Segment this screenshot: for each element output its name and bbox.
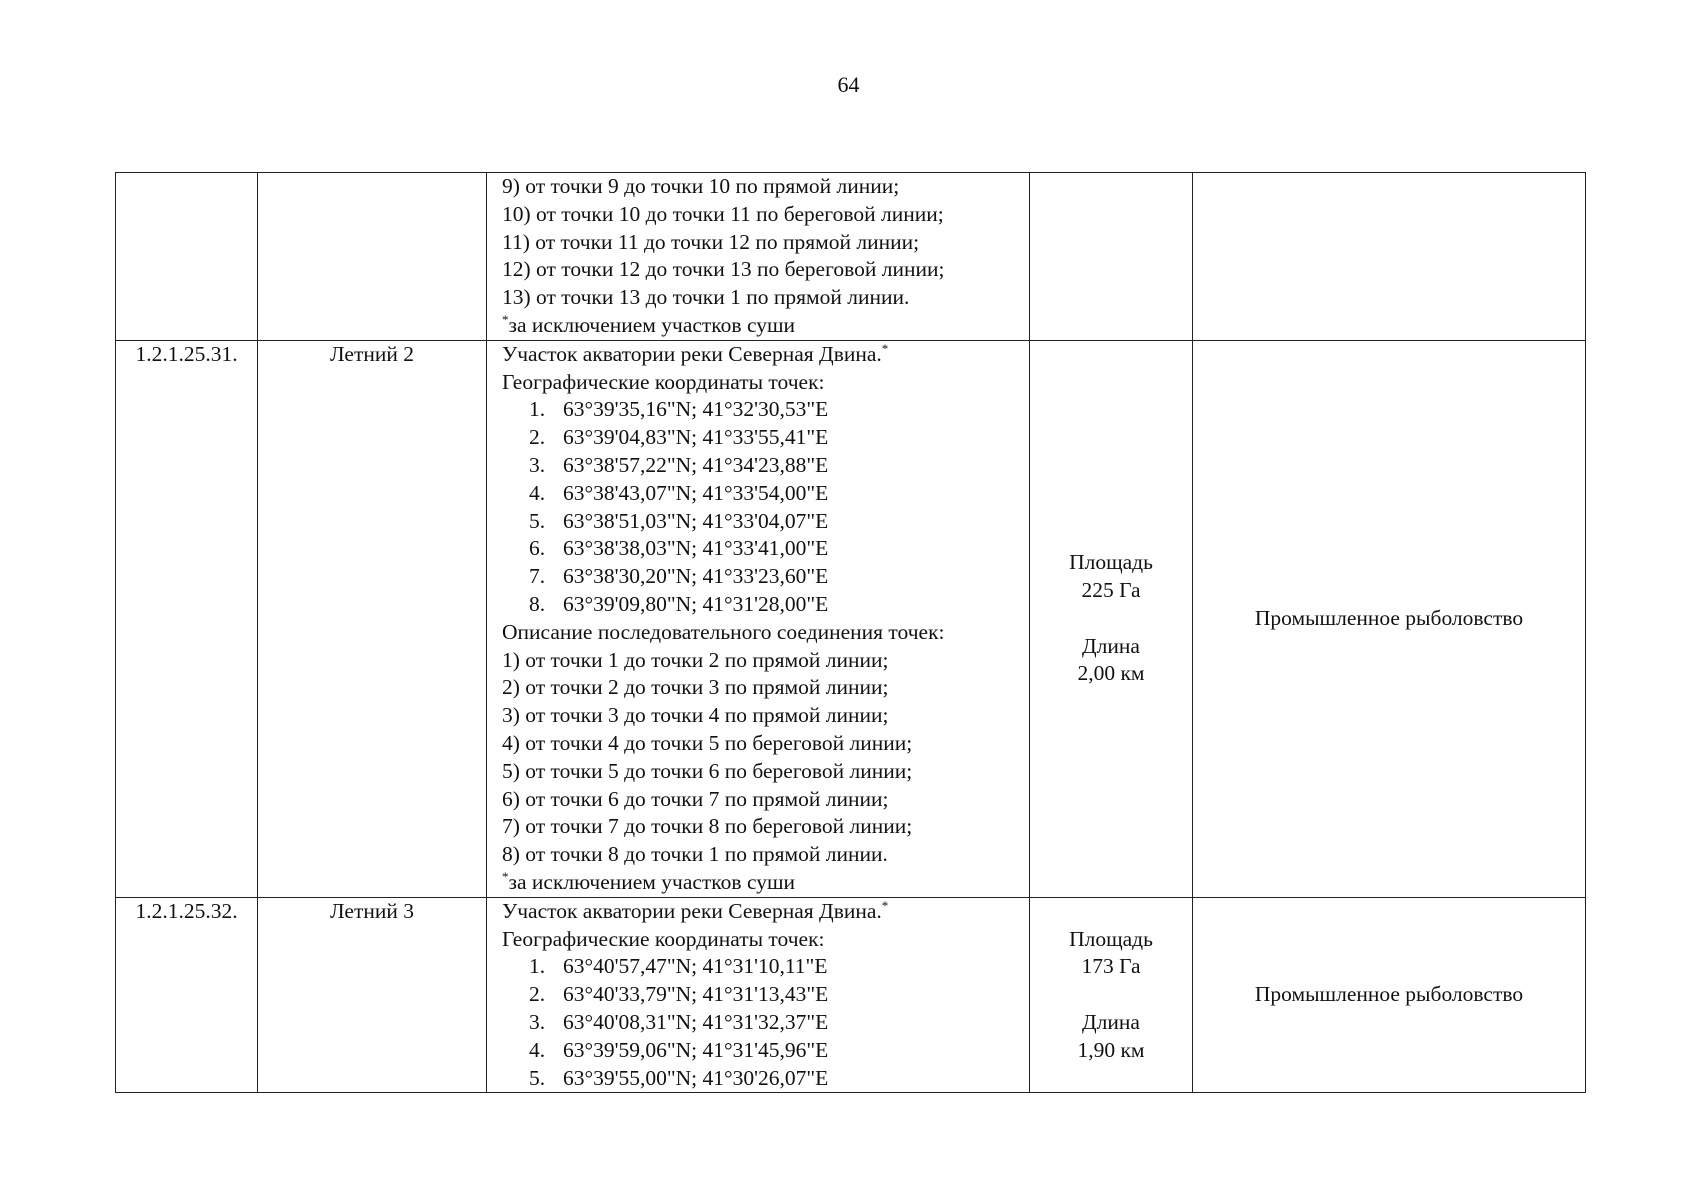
area-params bbox=[1030, 340, 1193, 897]
area-value: 225 Га bbox=[1081, 578, 1141, 603]
connection-line: 3) от точки 3 до точки 4 по прямой линии; bbox=[502, 703, 889, 728]
connection-line: 7) от точки 7 до точки 8 по береговой линии; bbox=[502, 814, 913, 839]
area-intro: Участок акватории реки Северная Двина.* bbox=[502, 897, 889, 923]
connection-line: 6) от точки 6 до точки 7 по прямой линии; bbox=[502, 786, 889, 811]
length-label: Длина bbox=[1082, 1009, 1140, 1034]
coordinate-item: 1. 63°39'35,16"N; 41°32'30,53"E bbox=[529, 397, 829, 422]
connection-line: 1) от точки 1 до точки 2 по прямой линии; bbox=[502, 647, 889, 672]
connection-line: 5) от точки 5 до точки 6 по береговой линии; bbox=[502, 758, 913, 783]
footnote: *за исключением участков суши bbox=[502, 868, 796, 894]
area-name: Летний 2 bbox=[258, 340, 487, 897]
row-number bbox=[116, 173, 258, 341]
area-label: Площадь bbox=[1069, 550, 1153, 575]
connection-line: 11) от точки 11 до точки 12 по прямой линии; bbox=[502, 229, 920, 254]
connection-line: 9) от точки 9 до точки 10 по прямой линии; bbox=[502, 174, 900, 198]
coords-title: Географические координаты точек: bbox=[502, 369, 825, 394]
fishing-areas-table bbox=[115, 172, 1586, 1093]
length-label: Длина bbox=[1082, 633, 1140, 658]
row-number: 1.2.1.25.31. bbox=[116, 340, 258, 897]
connection-title: Описание последовательного соединения точек: bbox=[502, 619, 945, 644]
page-number: 64 bbox=[837, 72, 860, 97]
coords-title: Географические координаты точек: bbox=[502, 926, 825, 951]
connection-line: 4) от точки 4 до точки 5 по береговой линии; bbox=[502, 730, 913, 755]
table-row bbox=[116, 173, 1586, 341]
coordinate-item: 4. 63°38'43,07"N; 41°33'54,00"E bbox=[529, 480, 829, 505]
area-label: Площадь bbox=[1069, 926, 1153, 951]
area-description bbox=[487, 897, 1030, 1093]
coordinate-item: 4. 63°39'59,06"N; 41°31'45,96"E bbox=[529, 1037, 829, 1062]
coordinate-item: 6. 63°38'38,03"N; 41°33'41,00"E bbox=[529, 536, 829, 561]
coordinate-item: 2. 63°39'04,83"N; 41°33'55,41"E bbox=[529, 425, 829, 450]
length-value: 1,90 км bbox=[1077, 1037, 1145, 1062]
area-description bbox=[487, 340, 1030, 897]
coordinate-item: 1. 63°40'57,47"N; 41°31'10,11"E bbox=[529, 954, 828, 979]
area-params bbox=[1030, 173, 1193, 341]
connection-line: 2) от точки 2 до точки 3 по прямой линии; bbox=[502, 675, 889, 700]
row-number: 1.2.1.25.32. bbox=[116, 897, 258, 1093]
coordinate-item: 5. 63°38'51,03"N; 41°33'04,07"E bbox=[529, 508, 829, 533]
area-params bbox=[1030, 897, 1193, 1093]
table-row bbox=[116, 340, 1586, 897]
area-name bbox=[258, 173, 487, 341]
area-intro: Участок акватории реки Северная Двина.* bbox=[502, 340, 889, 366]
connection-line: 13) от точки 13 до точки 1 по прямой линии. bbox=[502, 285, 910, 310]
coordinate-item: 3. 63°40'08,31"N; 41°31'32,37"E bbox=[529, 1009, 829, 1034]
table-row bbox=[116, 897, 1586, 1093]
area-name: Летний 3 bbox=[258, 897, 487, 1093]
coordinate-item: 5. 63°39'55,00"N; 41°30'26,07"E bbox=[529, 1065, 829, 1090]
connection-line: 10) от точки 10 до точки 11 по береговой линии; bbox=[502, 201, 944, 226]
coordinate-item: 2. 63°40'33,79"N; 41°31'13,43"E bbox=[529, 982, 829, 1007]
area-description bbox=[487, 173, 1030, 341]
footnote: *за исключением участков суши bbox=[502, 311, 796, 337]
connection-line: 12) от точки 12 до точки 13 по береговой линии; bbox=[502, 257, 945, 282]
area-purpose bbox=[1193, 173, 1586, 341]
area-purpose: Промышленное рыболовство bbox=[1193, 340, 1586, 897]
coordinate-item: 3. 63°38'57,22"N; 41°34'23,88"E bbox=[529, 452, 829, 477]
coordinate-item: 7. 63°38'30,20"N; 41°33'23,60"E bbox=[529, 564, 829, 589]
length-value: 2,00 км bbox=[1077, 661, 1145, 686]
area-value: 173 Га bbox=[1081, 954, 1141, 979]
coordinate-item: 8. 63°39'09,80"N; 41°31'28,00"E bbox=[529, 591, 829, 616]
area-purpose: Промышленное рыболовство bbox=[1193, 897, 1586, 1093]
connection-line: 8) от точки 8 до точки 1 по прямой линии. bbox=[502, 842, 888, 867]
